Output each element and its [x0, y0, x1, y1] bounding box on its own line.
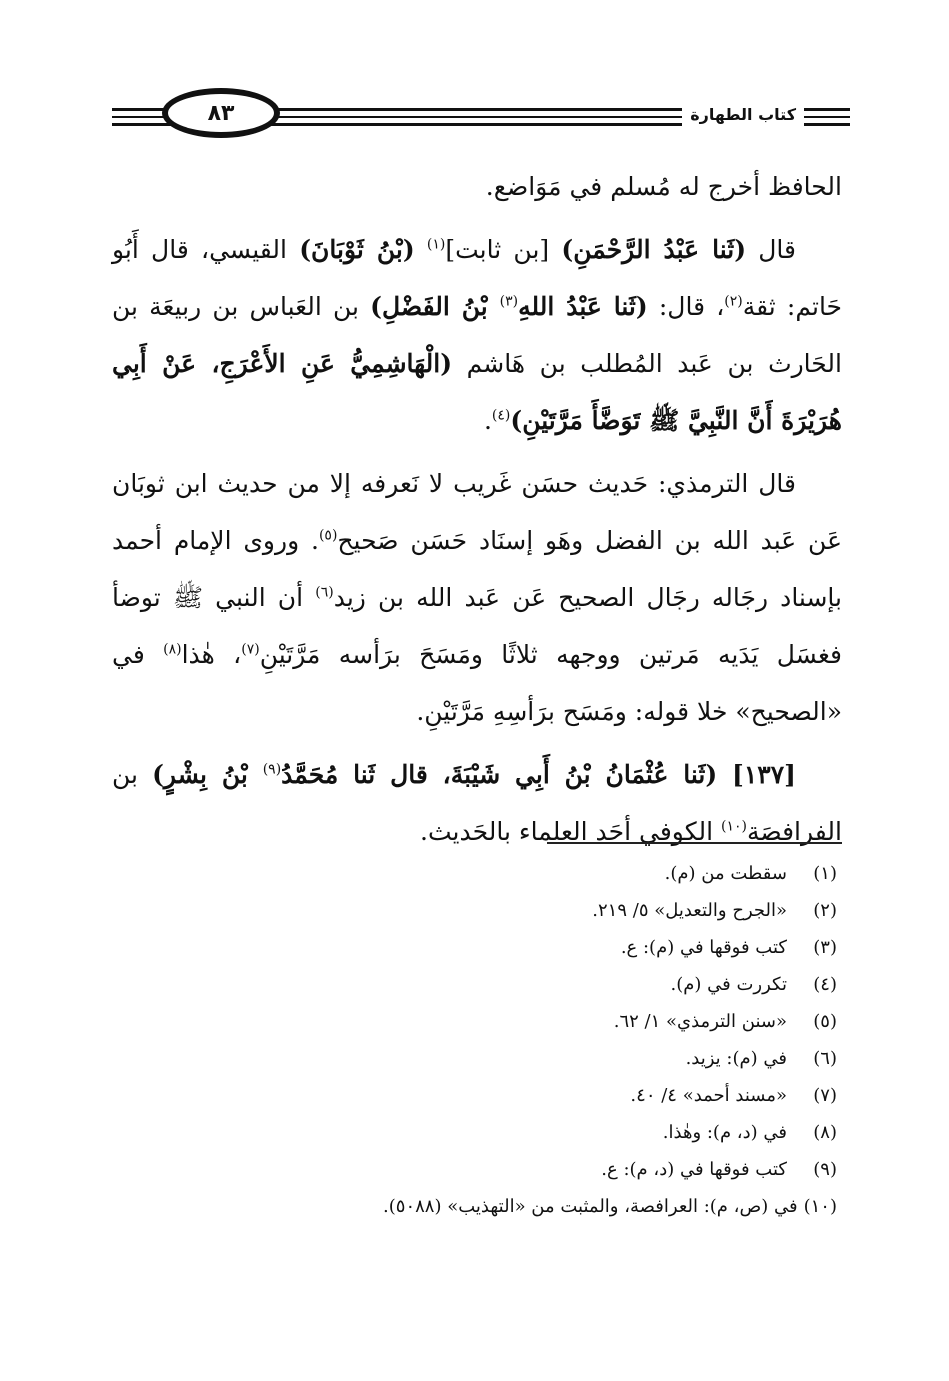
footnotes: [117, 855, 837, 1225]
footnote-item: [117, 1151, 837, 1188]
footnote-item: [117, 1114, 837, 1151]
commentary-text: في «الصحيح» خلا قوله: ومَسَح برَأسِهِ مَرَّتَيْنِ.: [112, 640, 842, 726]
footnote-text: في (ص، م): العرافصة، والمثبت من «التهذيب» (٥٠٨٨).: [383, 1196, 798, 1217]
commentary-text: ، قال:: [647, 292, 725, 321]
page-header: [112, 88, 850, 144]
main-text: [112, 158, 842, 866]
footnote-number: (٦): [813, 1048, 837, 1069]
matn-text: (ثَنا عَبْدُ الرَّحْمَنِ): [561, 235, 747, 264]
commentary-text: . وروى الإمام أحمد بإسناد رجَاله رجَال الصحيح عَن عَبد الله بن زيد: [112, 526, 843, 612]
paragraph: [112, 158, 842, 215]
footnote-text: سقطت من (م).: [664, 863, 787, 884]
matn-text: (بْنُ ثَوْبَانَ): [299, 235, 415, 264]
footnote-number: (١٠): [803, 1196, 837, 1217]
footnote-item: [117, 1188, 837, 1225]
footnote-text: كتب فوقها في (م): ع.: [620, 937, 787, 958]
commentary-text: [بن ثابت]: [445, 235, 562, 264]
book-title: كتاب الطهارة: [682, 100, 804, 130]
matn-text: بْنُ بِشْرٍ): [152, 760, 263, 789]
footnote-text: «مسند أحمد» ٤/ ٤٠.: [630, 1085, 787, 1106]
footnote-separator: [547, 842, 842, 844]
commentary-text: القيسي، قال أَبُو حَاتم: ثقة: [112, 235, 843, 321]
footnote-item: [117, 966, 837, 1003]
commentary-text: ، هٰذا: [181, 640, 242, 669]
commentary-text: الحافظ أخرج له مُسلم في مَوَاضع.: [485, 172, 842, 201]
footnote-item: [117, 1003, 837, 1040]
matn-text: بْنُ الفَضْلِ): [370, 292, 500, 321]
paragraph: [112, 455, 842, 740]
matn-text: (ثَنا عَبْدُ اللهِ: [518, 292, 648, 321]
matn-text: (الْهَاشِمِيُّ عَنِ الأَعْرَجِ، عَنْ أَبِي هُرَيْرَةَ أَنَّ النَّبِيَّ ﷺ تَوَضَّأَ مَرَّتَيْنِ): [112, 349, 842, 435]
page-number: ٨٣: [162, 88, 280, 138]
footnote-item: [117, 1077, 837, 1114]
paragraph: [112, 221, 842, 449]
footnote-number: (١): [813, 863, 837, 884]
footnote-number: (٤): [813, 974, 837, 995]
footnote-number: (٨): [813, 1122, 837, 1143]
commentary-text: قال الترمذي: حَديث حسَن غَريب لا نَعرفه إلا من حديث ابن ثوبَان عَن عَبد الله بن الفضل وهَو إسنَاد حَسَن صَحيح: [112, 469, 842, 555]
commentary-text: أن النبي ﷺ توضأ فغسَل يَدَيه مَرتين ووجهه ثلاثًا ومَسَحَ برَأسه مَرَّتَيْنِ: [112, 583, 842, 669]
commentary-text: الكوفي أحَد العلماء بالحَديث.: [420, 817, 722, 846]
footnote-number: (٢): [813, 900, 837, 921]
commentary-text: قال: [746, 235, 796, 264]
footnote-text: كتب فوقها في (د، م): ع.: [601, 1159, 787, 1180]
footnote-marker: (١٠): [721, 818, 748, 835]
footnote-marker: (٨): [163, 641, 182, 658]
footnote-number: (٣): [813, 937, 837, 958]
commentary-text: بن العَباس بن ربيعَة بن الحَارث بن عَبد المُطلب بن هَاشم: [112, 292, 842, 378]
footnote-number: (٥): [813, 1011, 837, 1032]
footnote-text: «سنن الترمذي» ١/ ٦٢.: [613, 1011, 787, 1032]
footnote-marker: (٤): [491, 407, 511, 424]
footnote-number: (٩): [813, 1159, 837, 1180]
matn-text: [١٣٧] (ثَنا عُثْمَانُ بْنُ أَبِي شَيْبَةَ، قال ثَنا مُحَمَّدُ: [281, 760, 797, 789]
footnote-marker: (٣): [499, 293, 519, 310]
footnote-marker: (٦): [315, 584, 334, 601]
footnote-marker: (٩): [262, 761, 282, 778]
footnote-text: تكررت في (م).: [670, 974, 787, 995]
footnote-text: في (م): يزيد.: [685, 1048, 787, 1069]
footnote-item: [117, 929, 837, 966]
commentary-text: .: [483, 406, 492, 435]
footnote-text: في (د، م): وهٰذا.: [662, 1122, 787, 1143]
footnote-marker: (٥): [318, 527, 338, 544]
footnote-item: [117, 1040, 837, 1077]
footnote-marker: (٢): [724, 293, 743, 310]
footnote-number: (٧): [813, 1085, 837, 1106]
footnote-text: «الجرح والتعديل» ٥/ ٢١٩.: [592, 900, 787, 921]
footnote-marker: (٧): [241, 641, 260, 658]
commentary-text: [415, 235, 427, 264]
footnote-item: [117, 892, 837, 929]
footnote-item: [117, 855, 837, 892]
footnote-marker: (١): [426, 236, 446, 253]
commentary-text: بن الفرافصَة: [112, 760, 842, 846]
